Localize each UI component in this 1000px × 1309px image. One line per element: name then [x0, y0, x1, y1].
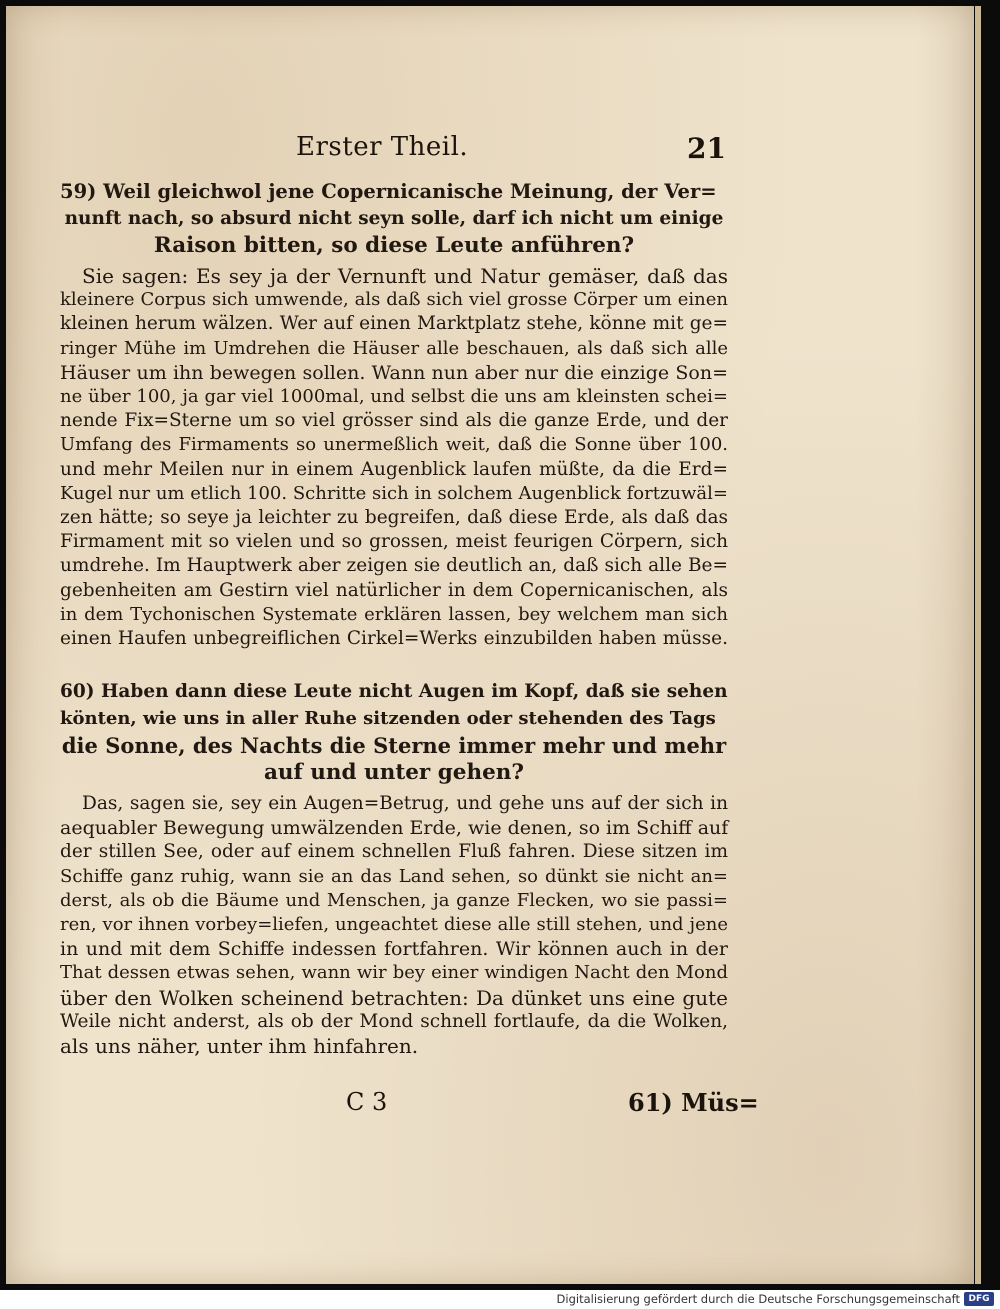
answer-line: in und mit dem Schiffe indessen fortfahren. Wir können auch in der	[60, 938, 728, 961]
answer-line: und mehr Meilen nur in einem Augenblick laufen müßte, da die Erd=	[60, 458, 728, 480]
signature-mark: C 3	[346, 1088, 388, 1116]
catchword: 61) Müs=	[628, 1088, 759, 1117]
answer-line: ren, vor ihnen vorbey=liefen, ungeachtet diese alle still stehen, und jene	[60, 914, 728, 936]
question-line: die Sonne, des Nachts die Sterne immer mehr und mehr	[61, 733, 727, 758]
answer-59	[60, 264, 728, 651]
question-line: nunft nach, so absurd nicht seyn solle, darf ich nicht um einige	[64, 208, 724, 229]
answer-line: kleinen herum wälzen. Wer auf einen Marktplatz stehe, könne mit ge=	[60, 313, 728, 335]
answer-line: als uns näher, unter ihm hinfahren.	[60, 1034, 419, 1059]
answer-line: That dessen etwas sehen, wann wir bey einer windigen Nacht den Mond	[60, 962, 728, 984]
answer-line: über den Wolken scheinend betrachten: Da dünket uns eine gute	[60, 985, 728, 1010]
running-head	[60, 128, 726, 168]
answer-line: umdrehe. Im Hauptwerk aber zeigen sie deutlich an, daß sich alle Be=	[60, 555, 728, 577]
running-title: Erster Theil.	[296, 132, 469, 162]
answer-line: zen hätte; so seye ja leichter zu begreifen, daß diese Erde, als daß das	[60, 507, 728, 529]
answer-line: Kugel nur um etlich 100. Schritte sich in solchem Augenblick fortzuwäl=	[60, 482, 728, 504]
answer-line: ringer Mühe im Umdrehen die Häuser alle beschauen, als daß sich alle	[60, 337, 728, 359]
question-line: auf und unter gehen?	[263, 760, 524, 785]
question-60	[60, 678, 728, 786]
answer-line: Häuser um ihn bewegen sollen. Wann nun aber nur die einzige Son=	[60, 361, 728, 384]
answer-line: einen Haufen unbegreiflichen Cirkel=Werks einzubilden haben müsse.	[60, 628, 728, 650]
answer-line: ne über 100, ja gar viel 1000mal, und selbst die uns am kleinsten schei=	[60, 386, 728, 408]
question-line: 59) Weil gleichwol jene Copernicanische Meinung, der Ver=	[60, 180, 717, 203]
answer-line: gebenheiten am Gestirn viel natürlicher in dem Copernicanischen, als	[60, 579, 728, 601]
answer-line: derst, als ob die Bäume und Menschen, ja ganze Flecken, wo sie passi=	[60, 889, 728, 911]
question-59	[60, 178, 728, 259]
answer-line: in dem Tychonischen Systemate erklären lassen, bey welchem man sich	[60, 603, 728, 625]
funding-credit: Digitalisierung gefördert durch die Deutsche Forschungsgemeinschaft	[556, 1292, 960, 1306]
answer-line: der stillen See, oder auf einem schnellen Fluß fahren. Diese sitzen im	[60, 841, 728, 863]
page-number: 21	[687, 132, 726, 165]
page-edge	[975, 6, 981, 1284]
answer-line: nende Fix=Sterne um so viel grösser sind als die ganze Erde, und der	[60, 410, 728, 432]
answer-line: Schiffe ganz ruhig, wann sie an das Land sehen, so dünkt sie nicht an=	[60, 865, 728, 887]
answer-line: aequabler Bewegung umwälzenden Erde, wie denen, so im Schiff auf	[60, 817, 729, 840]
question-line: Raison bitten, so diese Leute anführen?	[153, 233, 635, 258]
answer-line: Umfang des Firmaments so unermeßlich weit, daß die Sonne über 100.	[60, 434, 728, 456]
credit-bar	[0, 1290, 1000, 1309]
answer-line: kleinere Corpus sich umwende, als daß sich viel grosse Cörper um einen	[60, 289, 728, 311]
dfg-logo-icon: DFG	[964, 1292, 994, 1306]
question-line: könten, wie uns in aller Ruhe sitzenden oder stehenden des Tags	[60, 708, 716, 729]
answer-line: Firmament mit so vielen und so grossen, meist feurigen Cörpern, sich	[60, 531, 728, 553]
answer-60	[60, 792, 728, 1058]
answer-line: Weile nicht anderst, als ob der Mond schnell fortlaufe, da die Wolken,	[60, 1010, 728, 1032]
answer-line: Sie sagen: Es sey ja der Vernunft und Natur gemäser, daß das	[82, 264, 728, 288]
answer-line: Das, sagen sie, sey ein Augen=Betrug, und gehe uns auf der sich in	[82, 793, 728, 814]
question-line: 60) Haben dann diese Leute nicht Augen im Kopf, daß sie sehen	[60, 681, 728, 702]
